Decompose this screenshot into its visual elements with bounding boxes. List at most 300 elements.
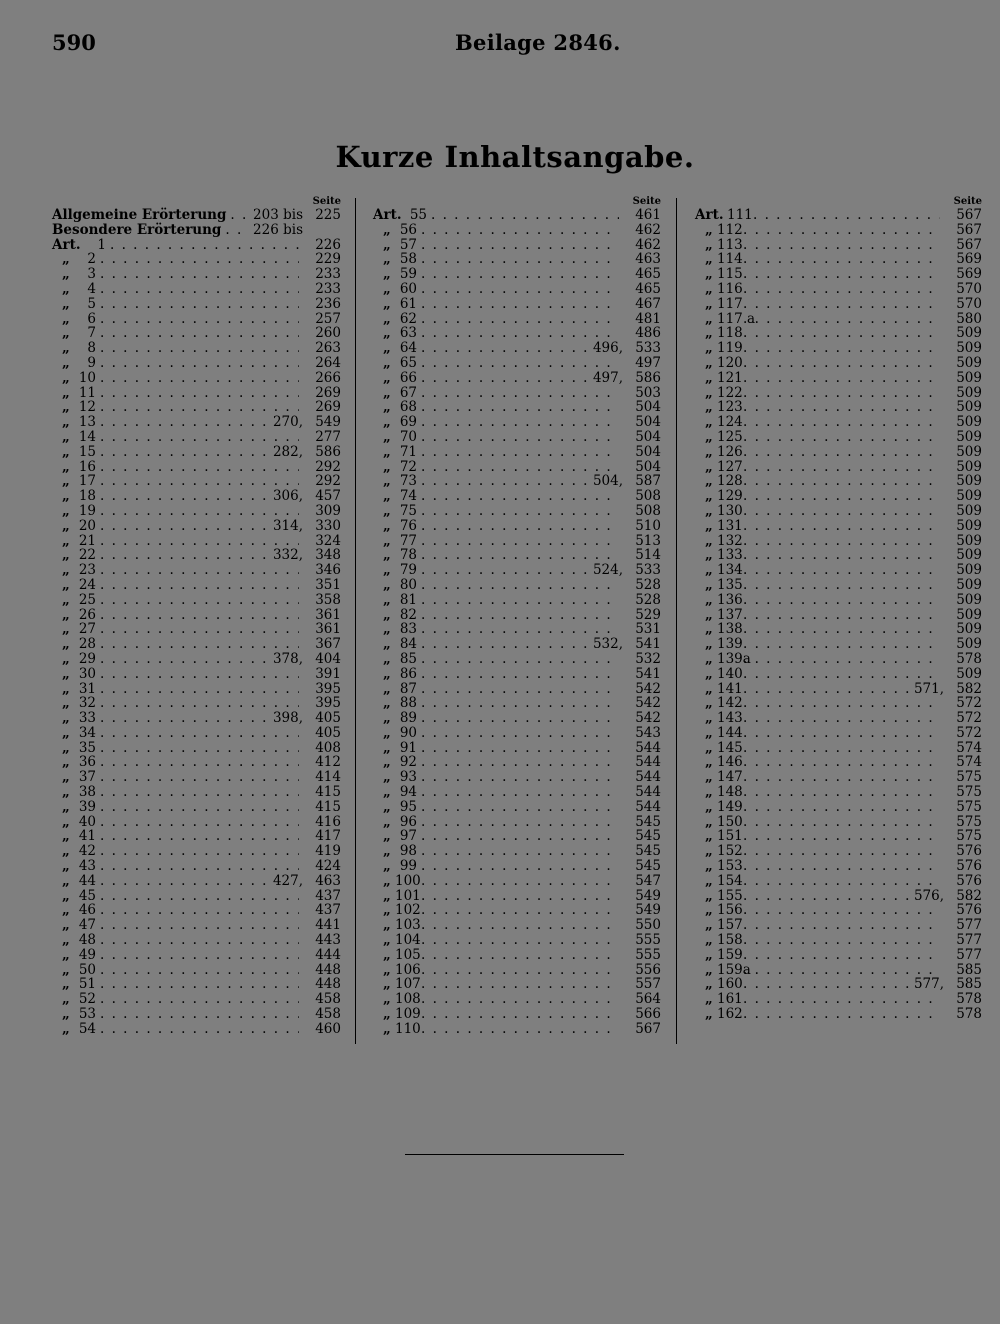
index-entry bbox=[695, 637, 982, 652]
index-entry bbox=[695, 208, 982, 223]
entry-prefix: „ bbox=[383, 591, 391, 608]
article-number: 49 bbox=[78, 946, 96, 963]
seite-label: Seite bbox=[632, 196, 661, 207]
index-entry bbox=[373, 489, 661, 504]
entry-prefix: „ bbox=[383, 739, 391, 756]
page-ref: 509 bbox=[956, 369, 982, 386]
dot-leader bbox=[100, 726, 299, 741]
article-number: 103 bbox=[395, 917, 421, 934]
entry-prefix: „ bbox=[705, 976, 713, 993]
page-ref: 509 bbox=[956, 621, 982, 638]
page-ref: 226 bbox=[315, 236, 341, 253]
page-ref: 577 bbox=[956, 946, 982, 963]
article-number: 80 bbox=[399, 576, 417, 593]
dot-leader bbox=[743, 874, 940, 889]
article-number: 76 bbox=[399, 517, 417, 534]
dot-leader bbox=[230, 208, 249, 223]
dot-leader bbox=[421, 622, 619, 637]
page-ref: 586 bbox=[315, 443, 341, 460]
entry-prefix: „ bbox=[383, 887, 391, 904]
article-number: 105 bbox=[395, 946, 421, 963]
index-entry bbox=[695, 963, 982, 978]
dot-leader bbox=[421, 637, 589, 652]
index-entry bbox=[52, 252, 341, 267]
dot-leader bbox=[743, 356, 940, 371]
page-title: Kurze Inhaltsangabe. bbox=[335, 140, 695, 174]
page-ref: 575 bbox=[956, 769, 982, 786]
article-number: 65 bbox=[399, 354, 417, 371]
entry-prefix: „ bbox=[705, 1006, 713, 1023]
dot-leader bbox=[421, 489, 619, 504]
article-number: 141 bbox=[717, 680, 743, 697]
article-number: 1 bbox=[97, 236, 106, 253]
index-entry bbox=[695, 608, 982, 623]
page-ref: 367 bbox=[315, 636, 341, 653]
entry-prefix: „ bbox=[383, 266, 391, 283]
extra-page-ref: 398, bbox=[272, 710, 303, 727]
article-number: 3 bbox=[87, 266, 96, 283]
page-ref: 358 bbox=[315, 591, 341, 608]
index-entry bbox=[373, 267, 661, 282]
dot-leader bbox=[421, 297, 619, 312]
entry-prefix: „ bbox=[705, 798, 713, 815]
page-ref: 555 bbox=[635, 932, 661, 949]
dot-leader bbox=[743, 312, 940, 327]
entry-prefix: „ bbox=[705, 650, 713, 667]
page-ref: 541 bbox=[635, 636, 661, 653]
entry-prefix: „ bbox=[62, 369, 70, 386]
dot-leader bbox=[100, 267, 299, 282]
article-number: 20 bbox=[78, 517, 96, 534]
page-ref: 277 bbox=[315, 428, 341, 445]
index-entry bbox=[695, 1007, 982, 1022]
dot-leader bbox=[421, 667, 619, 682]
article-number: 7 bbox=[87, 325, 96, 342]
index-entry bbox=[52, 829, 341, 844]
page-ref: 257 bbox=[315, 310, 341, 327]
dot-leader bbox=[743, 800, 940, 815]
page-ref: 575 bbox=[956, 813, 982, 830]
entry-prefix: „ bbox=[383, 251, 391, 268]
page-ref: 509 bbox=[956, 636, 982, 653]
dot-leader bbox=[100, 400, 299, 415]
entry-prefix: „ bbox=[383, 636, 391, 653]
dot-leader bbox=[743, 977, 910, 992]
entry-prefix: „ bbox=[62, 266, 70, 283]
page-ref: 533 bbox=[635, 562, 661, 579]
index-entry bbox=[52, 844, 341, 859]
entry-prefix: „ bbox=[705, 887, 713, 904]
index-entry bbox=[695, 445, 982, 460]
article-number: 158 bbox=[717, 932, 743, 949]
dot-leader bbox=[743, 608, 940, 623]
entry-prefix: „ bbox=[62, 414, 70, 431]
entry-prefix: „ bbox=[62, 354, 70, 371]
article-number: 41 bbox=[78, 828, 96, 845]
dot-leader bbox=[421, 238, 619, 253]
dot-leader bbox=[743, 696, 940, 711]
dot-leader bbox=[743, 918, 940, 933]
article-number: 129 bbox=[717, 488, 743, 505]
entry-prefix: „ bbox=[383, 695, 391, 712]
entry-prefix: „ bbox=[383, 650, 391, 667]
column-header bbox=[695, 196, 982, 208]
extra-page-ref: 226 bis bbox=[253, 221, 303, 238]
page-ref: 263 bbox=[315, 340, 341, 357]
page-ref: 549 bbox=[635, 902, 661, 919]
article-number: 8 bbox=[87, 340, 96, 357]
entry-prefix: „ bbox=[705, 310, 713, 327]
page-ref: 266 bbox=[315, 369, 341, 386]
entry-prefix: „ bbox=[383, 932, 391, 949]
dot-leader bbox=[110, 238, 299, 253]
index-entry bbox=[373, 800, 661, 815]
article-number: 6 bbox=[87, 310, 96, 327]
column-divider bbox=[355, 198, 356, 1044]
page-ref: 486 bbox=[635, 325, 661, 342]
entry-prefix: „ bbox=[705, 280, 713, 297]
index-entry bbox=[52, 430, 341, 445]
dot-leader bbox=[421, 282, 619, 297]
dot-leader bbox=[743, 297, 940, 312]
dot-leader bbox=[753, 208, 940, 223]
index-entry bbox=[695, 785, 982, 800]
index-entry bbox=[52, 992, 341, 1007]
dot-leader bbox=[743, 770, 940, 785]
article-number: 78 bbox=[399, 547, 417, 564]
article-number: 70 bbox=[399, 428, 417, 445]
dot-leader bbox=[100, 829, 299, 844]
page-ref: 508 bbox=[635, 488, 661, 505]
page-ref: 566 bbox=[635, 1006, 661, 1023]
entry-prefix: „ bbox=[705, 547, 713, 564]
page-ref: 576 bbox=[956, 858, 982, 875]
article-number: 128 bbox=[717, 473, 743, 490]
page-ref: 509 bbox=[956, 606, 982, 623]
article-number: 45 bbox=[78, 887, 96, 904]
page-ref: 544 bbox=[635, 798, 661, 815]
dot-leader bbox=[743, 415, 940, 430]
article-number: 122 bbox=[717, 384, 743, 401]
entry-prefix: „ bbox=[705, 562, 713, 579]
index-entry bbox=[373, 948, 661, 963]
page-ref: 578 bbox=[956, 1006, 982, 1023]
extra-page-ref: 576, bbox=[913, 887, 944, 904]
page-ref: 441 bbox=[315, 917, 341, 934]
article-number: 16 bbox=[78, 458, 96, 475]
page-ref: 542 bbox=[635, 710, 661, 727]
dot-leader bbox=[743, 652, 940, 667]
index-entry bbox=[52, 889, 341, 904]
article-number: 125 bbox=[717, 428, 743, 445]
page-ref: 437 bbox=[315, 887, 341, 904]
dot-leader bbox=[743, 785, 940, 800]
index-entry bbox=[52, 859, 341, 874]
article-number: 39 bbox=[78, 798, 96, 815]
article-number: 145 bbox=[717, 739, 743, 756]
entry-prefix: „ bbox=[62, 399, 70, 416]
extra-page-ref: 524, bbox=[592, 562, 623, 579]
index-entry bbox=[373, 859, 661, 874]
extra-page-ref: 314, bbox=[272, 517, 303, 534]
entry-prefix: „ bbox=[383, 606, 391, 623]
entry-prefix: „ bbox=[383, 384, 391, 401]
page-ref: 415 bbox=[315, 798, 341, 815]
entry-prefix: „ bbox=[383, 547, 391, 564]
page-ref: 264 bbox=[315, 354, 341, 371]
index-entry bbox=[52, 445, 341, 460]
extra-page-ref: 203 bis bbox=[253, 207, 303, 223]
entry-prefix: „ bbox=[383, 724, 391, 741]
dot-leader bbox=[743, 593, 940, 608]
article-number: 18 bbox=[78, 488, 96, 505]
dot-leader bbox=[100, 460, 299, 475]
page-ref: 509 bbox=[956, 428, 982, 445]
page-ref: 509 bbox=[956, 665, 982, 682]
index-entry bbox=[52, 948, 341, 963]
index-entry bbox=[695, 933, 982, 948]
index-entry bbox=[373, 785, 661, 800]
article-number: 124 bbox=[717, 414, 743, 431]
article-number: 46 bbox=[78, 902, 96, 919]
entry-prefix: „ bbox=[705, 828, 713, 845]
article-number: 96 bbox=[399, 813, 417, 830]
index-entry bbox=[695, 622, 982, 637]
dot-leader bbox=[743, 341, 940, 356]
page-ref: 462 bbox=[635, 221, 661, 238]
page-ref: 577 bbox=[956, 917, 982, 934]
article-number: 132 bbox=[717, 532, 743, 549]
index-entry bbox=[373, 696, 661, 711]
page-ref: 415 bbox=[315, 784, 341, 801]
general-entry bbox=[52, 223, 341, 238]
page-ref: 576 bbox=[956, 843, 982, 860]
article-number: 40 bbox=[78, 813, 96, 830]
dot-leader bbox=[743, 829, 940, 844]
index-entry bbox=[695, 356, 982, 371]
article-number: 17 bbox=[78, 473, 96, 490]
index-entry bbox=[695, 563, 982, 578]
article-number: 117 bbox=[717, 295, 743, 312]
entry-prefix: „ bbox=[62, 872, 70, 889]
index-entry bbox=[52, 593, 341, 608]
dot-leader bbox=[100, 563, 299, 578]
index-entry bbox=[52, 578, 341, 593]
article-number: 30 bbox=[78, 665, 96, 682]
dot-leader bbox=[100, 652, 269, 667]
dot-leader bbox=[743, 474, 940, 489]
dot-leader bbox=[421, 741, 619, 756]
page-ref: 414 bbox=[315, 769, 341, 786]
article-number: 108 bbox=[395, 991, 421, 1008]
entry-prefix: „ bbox=[705, 621, 713, 638]
entry-prefix: „ bbox=[62, 798, 70, 815]
index-entry bbox=[52, 504, 341, 519]
dot-leader bbox=[100, 504, 299, 519]
page-ref: 269 bbox=[315, 399, 341, 416]
entry-prefix: „ bbox=[705, 858, 713, 875]
index-entry bbox=[695, 297, 982, 312]
page-ref: 549 bbox=[315, 414, 341, 431]
page-ref: 236 bbox=[315, 295, 341, 312]
entry-prefix: „ bbox=[705, 399, 713, 416]
page-ref: 582 bbox=[956, 680, 982, 697]
dot-leader bbox=[743, 815, 940, 830]
page-ref: 269 bbox=[315, 384, 341, 401]
entry-prefix: „ bbox=[383, 665, 391, 682]
article-number: 157 bbox=[717, 917, 743, 934]
dot-leader bbox=[743, 755, 940, 770]
index-entry bbox=[52, 608, 341, 623]
entry-prefix: „ bbox=[383, 295, 391, 312]
article-number: 136 bbox=[717, 591, 743, 608]
page-ref: 567 bbox=[956, 236, 982, 253]
page-ref: 542 bbox=[635, 680, 661, 697]
dot-leader bbox=[743, 400, 940, 415]
index-entry bbox=[52, 326, 341, 341]
index-entry bbox=[52, 297, 341, 312]
dot-leader bbox=[743, 1007, 940, 1022]
article-number: 154 bbox=[717, 872, 743, 889]
index-entry bbox=[373, 386, 661, 401]
page-ref: 509 bbox=[956, 488, 982, 505]
entry-prefix: „ bbox=[705, 636, 713, 653]
page-ref: 309 bbox=[315, 502, 341, 519]
index-entry bbox=[373, 534, 661, 549]
entry-prefix: „ bbox=[62, 517, 70, 534]
article-number: 24 bbox=[78, 576, 96, 593]
entry-prefix: Art. bbox=[695, 207, 724, 223]
page-ref: 550 bbox=[635, 917, 661, 934]
index-entry bbox=[52, 563, 341, 578]
page-ref: 582 bbox=[956, 887, 982, 904]
dot-leader bbox=[743, 933, 940, 948]
index-entry bbox=[695, 474, 982, 489]
entry-prefix: „ bbox=[383, 680, 391, 697]
page-ref: 504 bbox=[635, 414, 661, 431]
article-number: 94 bbox=[399, 784, 417, 801]
index-entry bbox=[52, 622, 341, 637]
index-entry bbox=[695, 489, 982, 504]
entry-prefix: „ bbox=[705, 606, 713, 623]
dot-leader bbox=[743, 445, 940, 460]
article-number: 121 bbox=[717, 369, 743, 386]
article-number: 34 bbox=[78, 724, 96, 741]
column-header bbox=[52, 196, 341, 208]
entry-prefix: „ bbox=[62, 680, 70, 697]
page-ref: 448 bbox=[315, 961, 341, 978]
article-number: 123 bbox=[717, 399, 743, 416]
index-entry bbox=[52, 785, 341, 800]
dot-leader bbox=[100, 430, 299, 445]
page-ref: 416 bbox=[315, 813, 341, 830]
entry-prefix: „ bbox=[383, 488, 391, 505]
article-number: 74 bbox=[399, 488, 417, 505]
dot-leader bbox=[421, 474, 589, 489]
index-entry bbox=[373, 356, 661, 371]
page-ref: 509 bbox=[956, 443, 982, 460]
dot-leader bbox=[743, 223, 940, 238]
dot-leader bbox=[743, 563, 940, 578]
entry-prefix: „ bbox=[62, 828, 70, 845]
dot-leader bbox=[100, 474, 299, 489]
index-entry bbox=[695, 371, 982, 386]
dot-leader bbox=[421, 696, 619, 711]
page-ref: 509 bbox=[956, 576, 982, 593]
index-entry bbox=[373, 903, 661, 918]
entry-prefix: „ bbox=[62, 340, 70, 357]
entry-prefix: „ bbox=[62, 887, 70, 904]
index-entry bbox=[373, 889, 661, 904]
article-number: 14 bbox=[78, 428, 96, 445]
dot-leader bbox=[421, 400, 619, 415]
page-ref: 504 bbox=[635, 428, 661, 445]
dot-leader bbox=[225, 223, 249, 238]
page-ref: 529 bbox=[635, 606, 661, 623]
extra-page-ref: 306, bbox=[272, 488, 303, 505]
article-number: 59 bbox=[399, 266, 417, 283]
dot-leader bbox=[100, 252, 299, 267]
dot-leader bbox=[743, 282, 940, 297]
article-number: 133 bbox=[717, 547, 743, 564]
dot-leader bbox=[421, 992, 619, 1007]
index-entry bbox=[373, 770, 661, 785]
index-entry bbox=[373, 563, 661, 578]
index-entry bbox=[695, 267, 982, 282]
dot-leader bbox=[421, 312, 619, 327]
dot-leader bbox=[421, 844, 619, 859]
page-ref: 586 bbox=[635, 369, 661, 386]
index-entry bbox=[695, 829, 982, 844]
article-number: 38 bbox=[78, 784, 96, 801]
dot-leader bbox=[743, 948, 940, 963]
entry-prefix: „ bbox=[705, 532, 713, 549]
article-number: 44 bbox=[78, 872, 96, 889]
dot-leader bbox=[100, 326, 299, 341]
index-entry bbox=[52, 933, 341, 948]
dot-leader bbox=[100, 445, 269, 460]
entry-prefix: „ bbox=[383, 769, 391, 786]
article-number: 153 bbox=[717, 858, 743, 875]
index-entry bbox=[373, 430, 661, 445]
article-number: 93 bbox=[399, 769, 417, 786]
page-ref: 509 bbox=[956, 399, 982, 416]
index-entry bbox=[373, 918, 661, 933]
extra-page-ref: 282, bbox=[272, 443, 303, 460]
entry-prefix: „ bbox=[383, 784, 391, 801]
entry-prefix: „ bbox=[383, 562, 391, 579]
index-column-2 bbox=[373, 196, 661, 1037]
article-number: 9 bbox=[87, 354, 96, 371]
dot-leader bbox=[421, 829, 619, 844]
page-ref: 531 bbox=[635, 621, 661, 638]
entry-prefix: „ bbox=[62, 665, 70, 682]
page-ref: 542 bbox=[635, 695, 661, 712]
page-ref: 544 bbox=[635, 769, 661, 786]
dot-leader bbox=[743, 252, 940, 267]
index-entry bbox=[695, 460, 982, 475]
index-entry bbox=[373, 460, 661, 475]
dot-leader bbox=[421, 608, 619, 623]
entry-prefix: „ bbox=[705, 902, 713, 919]
page-ref: 572 bbox=[956, 710, 982, 727]
dot-leader bbox=[743, 386, 940, 401]
page-ref: 497 bbox=[635, 354, 661, 371]
dot-leader bbox=[100, 741, 299, 756]
page-ref: 567 bbox=[956, 207, 982, 223]
index-entry bbox=[52, 903, 341, 918]
dot-leader bbox=[743, 726, 940, 741]
